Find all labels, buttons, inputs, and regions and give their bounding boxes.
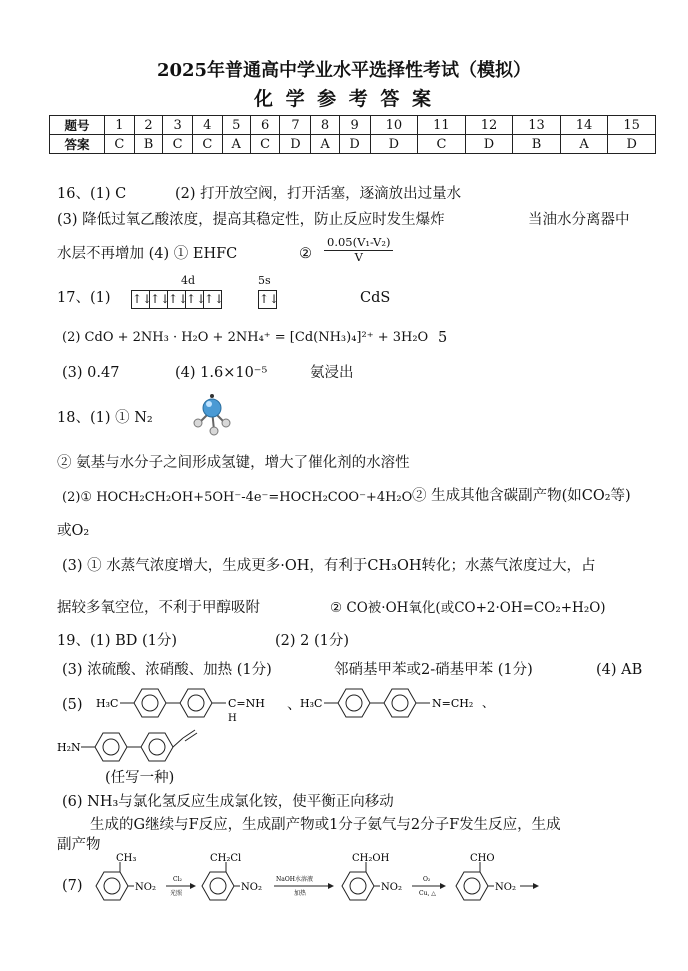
answer-cell: B bbox=[134, 135, 163, 154]
row-label-answer: 答案 bbox=[50, 135, 105, 154]
s1-methyl-label: H₃C bbox=[96, 697, 119, 710]
q18-part2-1: (2)① HOCH₂CH₂OH+5OH⁻-4e⁻=HOCH₂COO⁻+4H₂O bbox=[62, 490, 413, 505]
q19-part4: (4) AB bbox=[596, 662, 643, 678]
answer-cell: A bbox=[311, 135, 339, 154]
q16-part2: (2) 打开放空阀，打开活塞，逐滴放出过量水 bbox=[175, 186, 462, 202]
benzene-ring bbox=[338, 689, 370, 717]
synthesis-route bbox=[90, 850, 540, 922]
arrow-head bbox=[190, 883, 196, 889]
s3-amine-label: H₂N bbox=[57, 741, 81, 754]
benzene-ring bbox=[180, 689, 212, 717]
question-number-cell: 10 bbox=[370, 116, 418, 135]
question-number-cell: 15 bbox=[608, 116, 656, 135]
question-number-cell: 2 bbox=[134, 116, 163, 135]
q18-part1-2: ② 氨基与水分子之间形成氢键，增大了催化剂的水溶性 bbox=[57, 455, 410, 471]
benzene-ring bbox=[134, 689, 166, 717]
answer-cell: D bbox=[370, 135, 418, 154]
o-nitrotoluene bbox=[96, 853, 156, 900]
s2-separator: 、 bbox=[482, 696, 495, 710]
row-label-number: 题号 bbox=[50, 116, 105, 135]
answer-cell: C bbox=[250, 135, 280, 154]
orbital-box: ↑↓ bbox=[168, 290, 186, 309]
orbital-box: ↑↓ bbox=[150, 290, 168, 309]
q18-part2-3: 或O₂ bbox=[57, 523, 90, 539]
question-number-cell: 4 bbox=[192, 116, 222, 135]
q18-part3-2: 据较多氧空位，不利于甲醇吸附 bbox=[57, 600, 260, 616]
q16-part4-2: ② bbox=[299, 246, 312, 262]
s1-imine-label: C=NH bbox=[228, 697, 265, 710]
answer-cell: D bbox=[465, 135, 513, 154]
orbital-box: ↑↓ bbox=[186, 290, 204, 309]
question-number-cell: 12 bbox=[465, 116, 513, 135]
answer-cell: B bbox=[513, 135, 561, 154]
r2-nitro: NO₂ bbox=[241, 882, 262, 893]
s2-imine-label: N=CH₂ bbox=[432, 697, 474, 710]
answer-cell: D bbox=[339, 135, 370, 154]
arrow1-reagent: Cl₂ bbox=[173, 876, 182, 883]
q18-part3-3: ② CO被·OH氧化(或CO+2·OH=CO₂+H₂O) bbox=[330, 600, 606, 616]
answer-cell: C bbox=[418, 135, 466, 154]
separator: 、 bbox=[287, 697, 302, 713]
question-number-cell: 11 bbox=[418, 116, 466, 135]
q17-part1: 17、(1) bbox=[57, 290, 111, 306]
orbital-diagram-4d bbox=[131, 290, 225, 309]
q17-cds: CdS bbox=[360, 290, 391, 306]
question-number-row bbox=[50, 116, 656, 135]
fraction-denominator: V bbox=[354, 249, 363, 264]
any-one-note: (任写一种) bbox=[105, 770, 175, 786]
answer-cell: D bbox=[608, 135, 656, 154]
question-number-cell: 13 bbox=[513, 116, 561, 135]
question-number-cell: 6 bbox=[250, 116, 280, 135]
q19-part6-3: 副产物 bbox=[57, 837, 101, 853]
structure-imine-1 bbox=[92, 680, 302, 724]
r3-substituent: CH₂OH bbox=[352, 853, 390, 864]
orbital-box: ↑↓ bbox=[258, 290, 277, 309]
orbital-label-5s: 5s bbox=[258, 274, 271, 287]
answer-cell: C bbox=[192, 135, 222, 154]
question-number-cell: 3 bbox=[163, 116, 193, 135]
benzene-ring bbox=[384, 689, 416, 717]
q19-part3: (3) 浓硫酸、浓硝酸、加热 (1分) bbox=[62, 662, 272, 678]
orbital-box: ↑↓ bbox=[131, 290, 150, 309]
question-number-cell: 14 bbox=[560, 116, 608, 135]
arrow-head bbox=[440, 883, 446, 889]
q19-part6-2: 生成的G继续与F反应，生成副产物或1分子氨气与2分子F发生反应，生成 bbox=[90, 817, 561, 833]
q19-part1: 19、(1) BD (1分) bbox=[57, 633, 178, 649]
arrow1-condition: 光照 bbox=[170, 890, 183, 897]
r2-substituent: CH₂Cl bbox=[210, 853, 242, 864]
answer-cell: D bbox=[280, 135, 311, 154]
q18-part2-2: ② 生成其他含碳副产物(如CO₂等) bbox=[412, 488, 631, 504]
question-number-cell: 8 bbox=[311, 116, 339, 135]
question-number-cell: 9 bbox=[339, 116, 370, 135]
s1-h-label: H bbox=[228, 713, 237, 724]
q17-part4: (4) 1.6×10⁻⁵ bbox=[175, 365, 268, 381]
o-nitrobenzyl-chloride bbox=[202, 853, 262, 900]
q16-part1: 16、(1) C bbox=[57, 186, 127, 202]
question-number-cell: 7 bbox=[280, 116, 311, 135]
benzene-ring bbox=[141, 733, 173, 761]
orbital-box: ↑↓ bbox=[204, 290, 222, 309]
o-nitrobenzyl-alcohol bbox=[342, 853, 402, 900]
r1-substituent: CH₃ bbox=[116, 853, 137, 864]
ammonia-ball-model bbox=[188, 390, 238, 438]
fraction-numerator: 0.05(V₁-V₂) bbox=[324, 236, 393, 251]
benzene-ring bbox=[95, 733, 127, 761]
question-number-cell: 5 bbox=[222, 116, 250, 135]
q18-part1: 18、(1) ① N₂ bbox=[57, 410, 153, 426]
arrow2-condition: 加热 bbox=[294, 890, 307, 897]
q16-part3: (3) 降低过氧乙酸浓度，提高其稳定性，防止反应时发生爆炸 bbox=[57, 212, 445, 228]
q16-part3-tail: 当油水分离器中 bbox=[528, 212, 630, 228]
page-title: 2025年普通高中学业水平选择性考试（模拟） bbox=[156, 60, 532, 81]
r1-nitro: NO₂ bbox=[135, 882, 156, 893]
structure-vinyl bbox=[55, 724, 255, 768]
answer-cell: C bbox=[105, 135, 135, 154]
orbital-label-4d: 4d bbox=[181, 274, 196, 287]
answer-cell: A bbox=[560, 135, 608, 154]
q18-part3-1: (3) ① 水蒸气浓度增大，生成更多·OH，有利于CH₃OH转化；水蒸气浓度过大，占 bbox=[62, 558, 596, 574]
arrow3-condition: Cu, △ bbox=[419, 890, 436, 897]
q19-part3-2: 邻硝基甲苯或2-硝基甲苯 (1分) bbox=[334, 662, 533, 678]
s2-methyl-label: H₃C bbox=[300, 697, 323, 710]
arrow-head bbox=[533, 883, 539, 889]
page-subtitle: 化 学 参 考 答 案 bbox=[253, 88, 435, 110]
q19-part5: (5) bbox=[62, 697, 83, 713]
q19-part7: (7) bbox=[62, 878, 83, 894]
arrow2-reagent: NaOH水溶液 bbox=[276, 876, 313, 883]
answer-table bbox=[49, 115, 656, 154]
q17-part2-answer: 5 bbox=[438, 330, 448, 346]
r3-nitro: NO₂ bbox=[381, 882, 402, 893]
q19-part6: (6) NH₃与氯化氢反应生成氯化铵，使平衡正向移动 bbox=[62, 794, 394, 810]
arrow-head bbox=[328, 883, 334, 889]
structure-imine-2 bbox=[296, 680, 506, 724]
question-number-cell: 1 bbox=[105, 116, 135, 135]
answer-cell: C bbox=[163, 135, 193, 154]
answer-row bbox=[50, 135, 656, 154]
q16-part4: 水层不再增加 (4) ① EHFC bbox=[57, 246, 238, 262]
q17-equation: (2) CdO + 2NH₃ · H₂O + 2NH₄⁺ = [Cd(NH₃)₄]²⁺ + 3H₂O bbox=[62, 330, 429, 345]
answer-cell: A bbox=[222, 135, 250, 154]
q17-part4-2: 氨浸出 bbox=[310, 365, 354, 381]
q17-part3: (3) 0.47 bbox=[62, 365, 120, 381]
arrow3-reagent: O₂ bbox=[423, 876, 431, 883]
r4-substituent: CHO bbox=[470, 853, 495, 864]
q16-fraction bbox=[324, 236, 393, 265]
r4-nitro: NO₂ bbox=[495, 882, 516, 893]
orbital-diagram-5s bbox=[258, 290, 280, 309]
q19-part2: (2) 2 (1分) bbox=[275, 633, 350, 649]
o-nitrobenzaldehyde bbox=[456, 853, 516, 900]
